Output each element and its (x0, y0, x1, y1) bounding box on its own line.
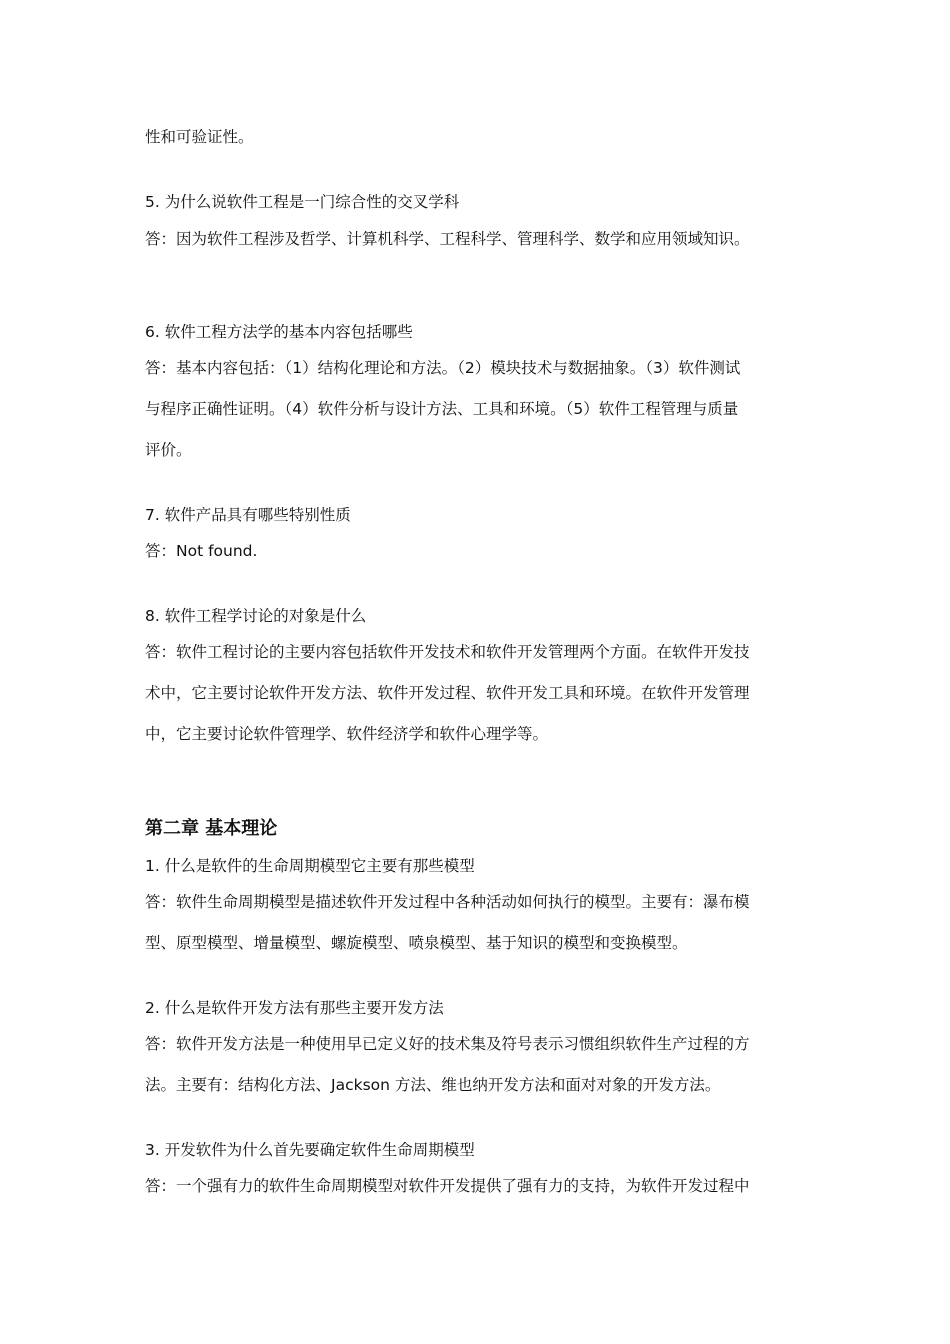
question-1: 1. 什么是软件的生命周期模型它主要有那些模型 (145, 857, 475, 875)
answer-6-line-1: 答：基本内容包括：（1）结构化理论和方法。（2）模块技术与数据抽象。（3）软件测试 (145, 359, 741, 377)
answer-7: 答：Not found. (145, 542, 258, 560)
question-2: 2. 什么是软件开发方法有那些主要开发方法 (145, 999, 444, 1017)
answer-8-line-1: 答：软件工程讨论的主要内容包括软件开发技术和软件开发管理两个方面。在软件开发技 (145, 643, 750, 661)
answer-2-line-2: 法。主要有：结构化方法、Jackson 方法、维也纳开发方法和面对对象的开发方法。 (145, 1076, 721, 1094)
chapter-heading: 第二章 基本理论 (145, 818, 278, 839)
answer-2-line-1: 答：软件开发方法是一种使用早已定义好的技术集及符号表示习惯组织软件生产过程的方 (145, 1035, 750, 1053)
answer-6-line-3: 评价。 (145, 441, 192, 459)
question-3: 3. 开发软件为什么首先要确定软件生命周期模型 (145, 1141, 475, 1159)
question-8: 8. 软件工程学讨论的对象是什么 (145, 607, 367, 625)
answer-8-line-3: 中，它主要讨论软件管理学、软件经济学和软件心理学等。 (145, 725, 549, 743)
question-6: 6. 软件工程方法学的基本内容包括哪些 (145, 323, 413, 341)
question-5: 5. 为什么说软件工程是一门综合性的交叉学科 (145, 193, 460, 211)
answer-5: 答：因为软件工程涉及哲学、计算机科学、工程科学、管理科学、数学和应用领域知识。 (145, 230, 750, 248)
answer-6-line-2: 与程序正确性证明。（4）软件分析与设计方法、工具和环境。（5）软件工程管理与质量 (145, 400, 739, 418)
answer-3-line-1: 答：一个强有力的软件生命周期模型对软件开发提供了强有力的支持，为软件开发过程中 (145, 1177, 750, 1195)
answer-8-line-2: 术中，它主要讨论软件开发方法、软件开发过程、软件开发工具和环境。在软件开发管理 (145, 684, 750, 702)
answer-1-line-2: 型、原型模型、增量模型、螺旋模型、喷泉模型、基于知识的模型和变换模型。 (145, 934, 688, 952)
question-7: 7. 软件产品具有哪些特别性质 (145, 506, 351, 524)
answer-1-line-1: 答：软件生命周期模型是描述软件开发过程中各种活动如何执行的模型。主要有：瀑布模 (145, 893, 750, 911)
text-line: 性和可验证性。 (145, 128, 254, 146)
